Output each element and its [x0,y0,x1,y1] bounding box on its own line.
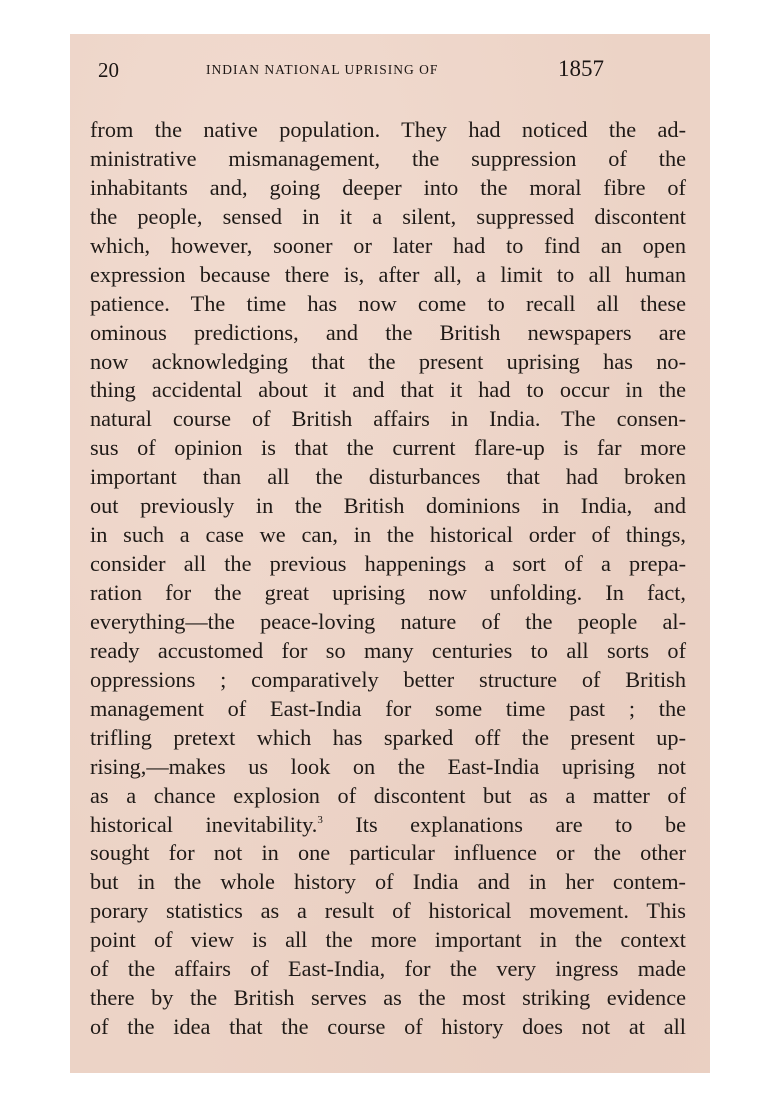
text-line: everything—the peace-loving nature of the people al- [90,608,686,634]
text-line: thing accidental about it and that it had to occur in the [90,377,686,403]
page-number: 20 [98,58,119,82]
running-head [98,56,698,92]
text-line: now acknowledging that the present uprising has no- [90,348,686,374]
footnote-marker[interactable]: 3 [317,813,323,826]
text-line: consider all the previous happenings a sort of a prepa- [90,551,686,577]
running-head-year: 1857 [558,56,604,81]
text-line: ready accustomed for so many centuries to all sorts of [90,637,686,663]
text-line: ration for the great uprising now unfolding. In fact, [90,580,686,605]
text-line: which, however, sooner or later had to find an open [90,232,686,258]
text-line: trifling pretext which has sparked off the present up- [90,724,686,750]
text-line: the people, sensed in it a silent, suppressed discontent [90,203,686,229]
text-line: important than all the disturbances that had broken [90,464,686,490]
text-line: in such a case we can, in the historical order of things, [90,522,686,548]
text-segment: historical inevitability. [90,811,318,837]
book-page [70,34,710,1073]
text-line: expression because there is, after all, a limit to all human [90,261,686,287]
text-line: porary statistics as a result of historical movement. This [90,898,686,924]
text-line: point of view is all the more important in the context [90,927,686,953]
text-line: there by the British serves as the most striking evidence [90,985,686,1011]
text-line: inhabitants and, going deeper into the moral fibre of [90,174,686,200]
text-line: patience. The time has now come to recall all these [90,290,686,316]
text-line: of the idea that the course of history does not at all [90,1014,686,1040]
text-line: management of East-India for some time past ; the [90,695,686,721]
text-line: but in the whole history of India and in her contem- [90,869,686,895]
text-segment: Its explanations are to be [322,811,687,837]
text-line-with-footnote [90,811,686,840]
text-line: natural course of British affairs in India. The consen- [90,406,686,432]
text-line: sus of opinion is that the current flare-up is far more [90,435,686,461]
text-line: as a chance explosion of discontent but as a matter of [90,782,686,808]
text-line: ministrative mismanagement, the suppression of the [90,145,686,171]
text-line: oppressions ; comparatively better structure of British [90,666,686,692]
text-line: ominous predictions, and the British newspapers are [90,319,686,345]
body-text [90,116,686,1042]
text-line: of the affairs of East-India, for the very ingress made [90,956,686,982]
text-line: out previously in the British dominions in India, and [90,493,686,519]
running-head-title: INDIAN NATIONAL UPRISING OF [206,62,439,77]
text-line: sought for not in one particular influence or the other [90,840,686,866]
text-line: rising,—makes us look on the East-India uprising not [90,753,686,779]
text-line: from the native population. They had noticed the ad- [90,117,686,142]
